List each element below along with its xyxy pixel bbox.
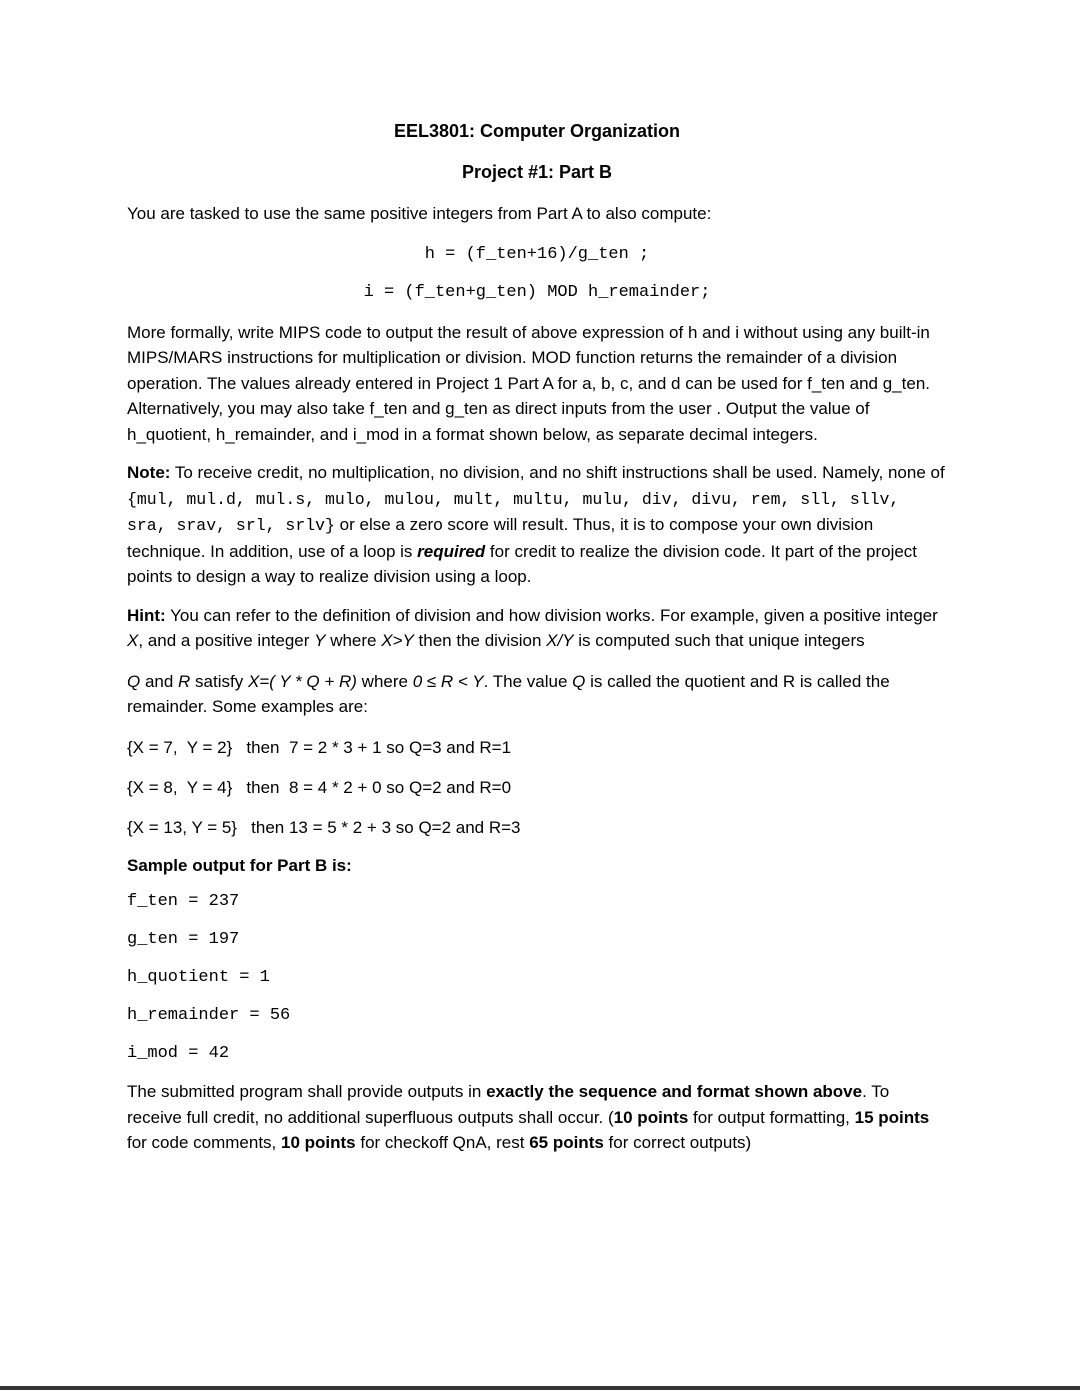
hint-text-5: is computed such that unique integers	[573, 631, 865, 650]
note-text-3: for credit to realize the division code. It part of the project points to design a way to realize division using a loop.	[127, 541, 918, 586]
note-paragraph	[127, 460, 947, 590]
closing-bold-2: 10 points	[613, 1107, 689, 1127]
formula-h: h = (f_ten+16)/g_ten ;	[424, 244, 650, 264]
qr-var-q: Q	[127, 671, 141, 691]
example-line: {X = 8, Y = 4} then 8 = 4 * 2 + 0 so Q=2 and R=0	[127, 777, 512, 797]
closing-text-1: The submitted program shall provide outputs in	[127, 1082, 487, 1101]
closing-bold-4: 10 points	[281, 1133, 356, 1152]
hint-paragraph	[127, 603, 947, 654]
closing-text-4: for code comments,	[127, 1133, 282, 1152]
bottom-divider	[0, 1386, 1080, 1390]
note-text-1: To receive credit, no multiplication, no division, and no shift instructions shall be used. Namely, none of	[170, 463, 945, 482]
document-page	[127, 119, 947, 1156]
hint-var-x: X	[127, 631, 139, 650]
hint-var-y: Y	[314, 631, 326, 650]
sample-output-line: g_ten = 197	[127, 930, 240, 949]
sample-output-line: i_mod = 42	[127, 1044, 230, 1063]
qr-text-3: where	[356, 671, 413, 691]
qr-equation: X=( Y * Q + R)	[247, 671, 357, 691]
example-line: {X = 7, Y = 2} then 7 = 2 * 3 + 1 so Q=3 and R=1	[127, 737, 512, 757]
example-line: {X = 13, Y = 5} then 13 = 5 * 2 + 3 so Q=2 and R=3	[127, 817, 521, 837]
closing-text-5: for checkoff QnA, rest	[355, 1133, 530, 1152]
formal-paragraph: More formally, write MIPS code to output the result of above expression of h and i without using any built-in MIPS/MARS instructions for multiplication or division. MOD function returns the remainder of a division operation. The values already entered in Project 1 Part A for a, b, c, and d can be used for f_ten and g_ten. Alternatively, you may also take f_ten and g_ten as direct inputs from the user . Output the value of h_quotient, h_remainder, and i_mod in a format shown below, as separate decimal integers.	[127, 322, 930, 444]
intro-paragraph: You are tasked to use the same positive integers from Part A to also compute:	[127, 204, 712, 223]
document-subtitle: Project #1: Part B	[461, 162, 613, 182]
hint-text-4: then the division	[413, 631, 547, 650]
qr-var-r: R	[178, 671, 191, 691]
hint-text-3: where	[325, 631, 382, 650]
hint-x-div-y: X/Y	[546, 631, 574, 650]
closing-text-3: for output formatting,	[688, 1107, 855, 1127]
closing-bold-1: exactly the sequence and format shown above	[486, 1082, 863, 1101]
hint-text-1: You can refer to the definition of division and how division works. For example, given a positive integer	[165, 605, 938, 625]
closing-text-6: for correct outputs)	[603, 1133, 752, 1152]
formula-i: i = (f_ten+g_ten) MOD h_remainder;	[363, 282, 711, 302]
closing-bold-5: 65 points	[529, 1133, 604, 1152]
hint-label: Hint:	[127, 605, 166, 625]
qr-range: 0 ≤ R < Y	[412, 671, 484, 691]
closing-paragraph	[127, 1079, 947, 1156]
sample-output-line: f_ten = 237	[127, 892, 240, 911]
sample-output-line: h_quotient = 1	[127, 968, 270, 987]
hint-text-2: , and a positive integer	[138, 631, 315, 650]
closing-text-2: . To receive full credit, no additional superfluous outputs shall occur. (	[127, 1082, 890, 1127]
qr-text-5: is called the quotient and R is called the remainder. Some examples are:	[127, 671, 890, 716]
qr-var-q2: Q	[572, 671, 586, 691]
hint-x-gt-y: X>Y	[381, 631, 414, 650]
note-label: Note:	[127, 463, 171, 482]
note-required-emphasis: required	[417, 541, 486, 561]
sample-output-line: h_remainder = 56	[127, 1006, 291, 1025]
qr-text-2: satisfy	[190, 671, 248, 691]
closing-bold-3: 15 points	[854, 1107, 930, 1127]
sample-output-heading: Sample output for Part B is:	[127, 855, 352, 875]
qr-text-4: . The value	[483, 671, 573, 691]
document-title: EEL3801: Computer Organization	[393, 121, 681, 141]
forbidden-instructions: {mul, mul.d, mul.s, mulo, mulou, mult, multu, mulu, div, divu, rem, sll, sllv, sra, srav, srl, srlv}	[127, 489, 900, 535]
note-text-2: or else a zero score will result. Thus, it is to compose your own division technique. In addition, use of a loop is	[127, 515, 874, 561]
quotient-remainder-paragraph	[127, 669, 947, 720]
qr-text-1: and	[140, 671, 179, 691]
